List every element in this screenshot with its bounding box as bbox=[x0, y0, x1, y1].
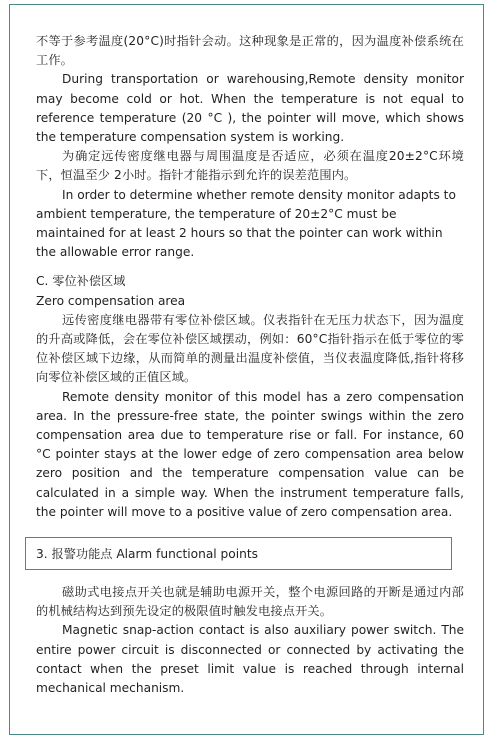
en-transport-paragraph: During transportation or warehousing,Remote density monitor may become cold or hot. When the temperature is not equal to reference temperature (20 °C ), the pointer will move, which shows the temperature compensation system is working. bbox=[36, 72, 464, 145]
section-c-en-paragraph: Remote density monitor of this model has a zero compensation area. In the pressure-free state, the pointer swings within the zero compensation area due to temperature rise or fall. For instance, 60 °C pointer stays at the lower edge of zero compensation area below zero position and the temperature compensation value can be calculated in a simple way. When the instrument temperature falls, the pointer will move to a positive value of zero compensation area. bbox=[36, 389, 464, 519]
en-adapt-paragraph: In order to determine whether remote density monitor adapts to ambient temperature, the temperature of 20±2°C must be maintained for at least 2 hours so that the pointer can work within the allowable error range. bbox=[36, 187, 456, 260]
document-body-lower bbox=[36, 583, 464, 698]
zh-continuation-paragraph: 不等于参考温度(20°C)时指针会动。这种现象是正常的，因为温度补偿系统在工作。 bbox=[36, 34, 464, 68]
alarm-section-heading: 3. 报警功能点 Alarm functional points bbox=[36, 547, 258, 561]
section-c-zh-paragraph: 远传密度继电器带有零位补偿区域。仪表指针在无压力状态下，因为温度的升高或降低，会在零位补偿区域摆动，例如：60°C指针指示在低于零位的零位补偿区域下边缘，从而简单的测量出温度补偿值，当仪表温度降低,指针将移向零位补偿区域的正值区域。 bbox=[36, 312, 464, 385]
section-c-heading-zh: C. 零位补偿区域 bbox=[36, 274, 126, 289]
alarm-section-heading-box bbox=[25, 537, 452, 570]
document-body-upper bbox=[36, 32, 464, 522]
zh-adapt-paragraph: 为确定远传密度继电器与周围温度是否适应，必须在温度20±2°C环境下，恒温至少 2小时。指针才能指示到允许的误差范围内。 bbox=[36, 149, 464, 183]
section-c-heading-en: Zero compensation area bbox=[36, 293, 186, 308]
section-3-en-paragraph: Magnetic snap-action contact is also auxiliary power switch. The entire power circuit is disconnected or connected by activating the contact when the preset limit value is reached through internal mechanical mechanism. bbox=[36, 623, 464, 696]
section-3-zh-paragraph: 磁助式电接点开关也就是辅助电源开关，整个电源回路的开断是通过内部的机械结构达到预先设定的极限值时触发电接点开关。 bbox=[36, 585, 464, 619]
